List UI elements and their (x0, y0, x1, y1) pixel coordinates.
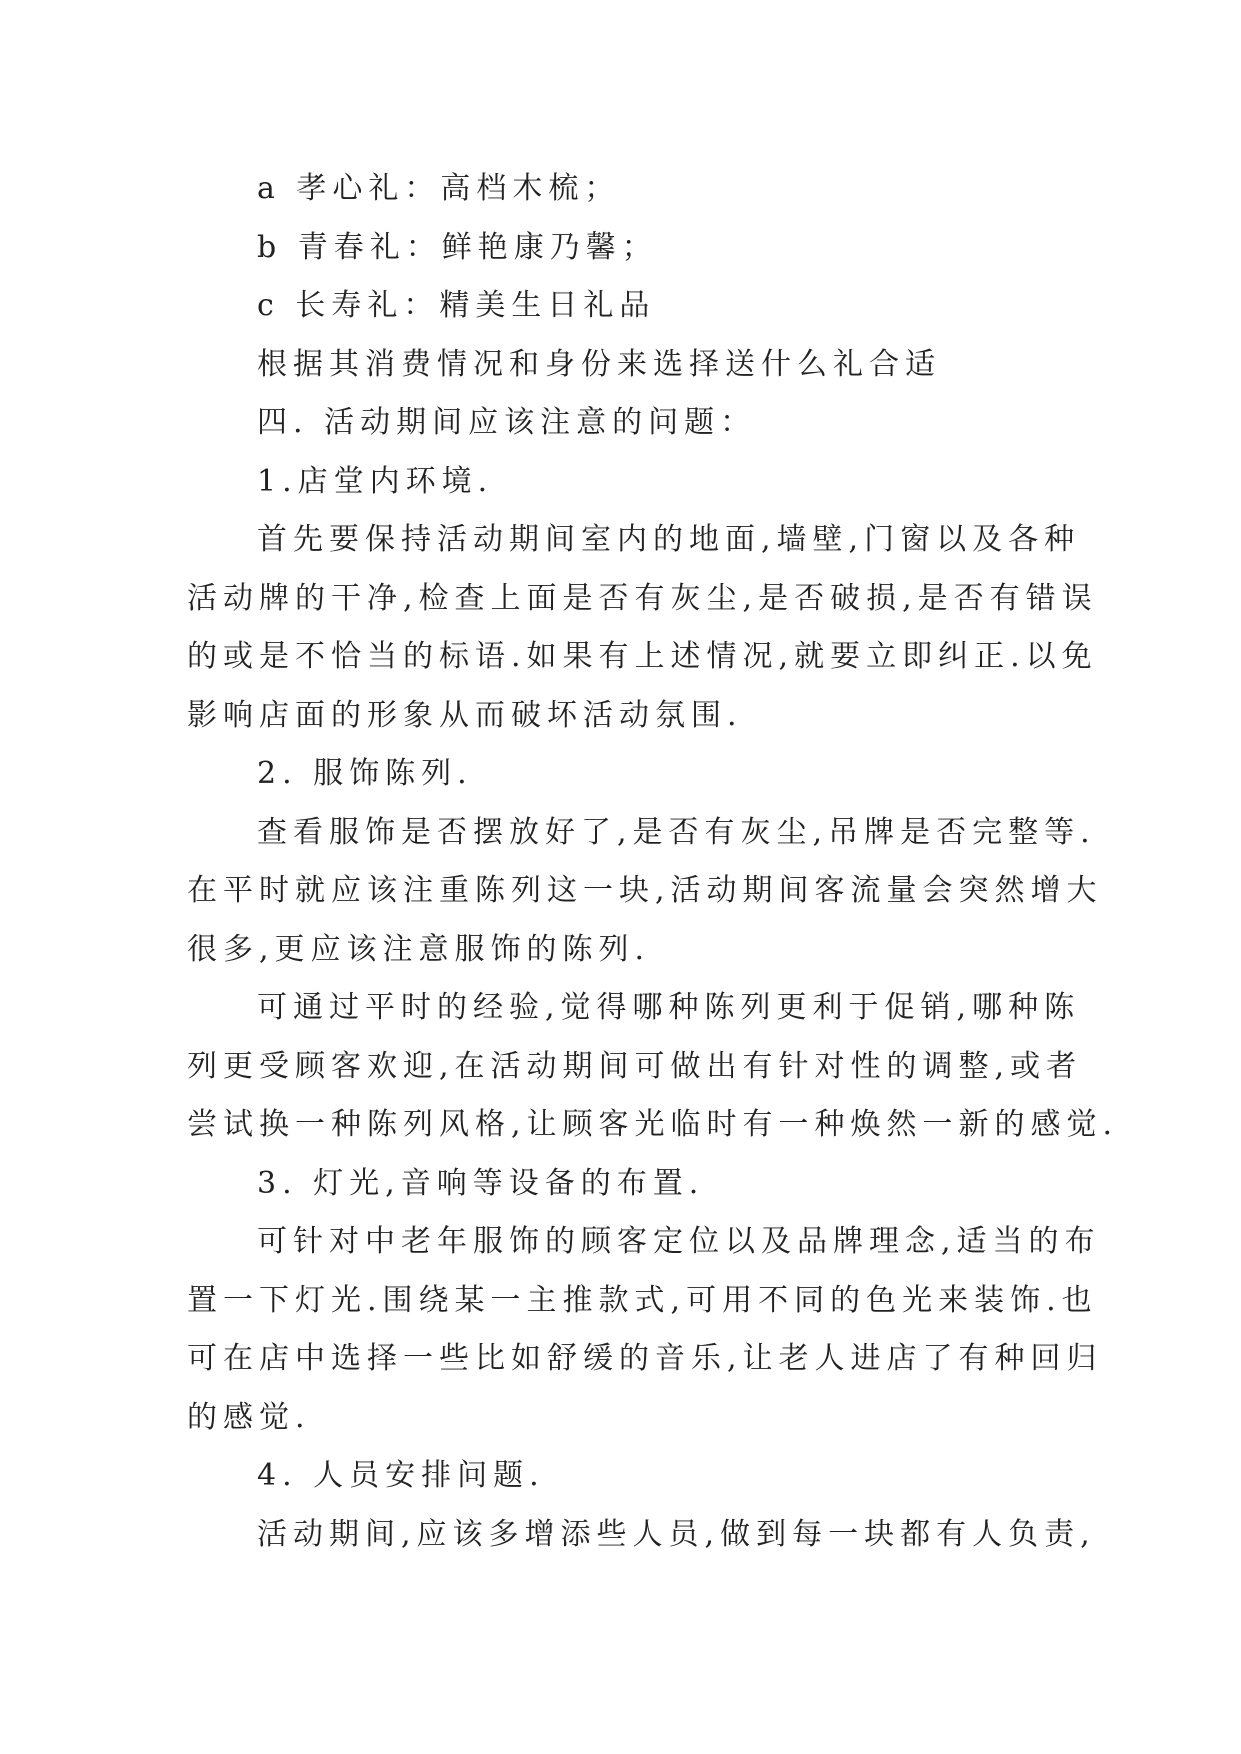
subheading-clothing-display: 2. 服饰陈列. (257, 756, 473, 791)
gift-item-b: b 青春礼：鲜艳康乃馨； (257, 229, 658, 265)
gift-item-c: c 长寿礼：精美生日礼品 (257, 288, 656, 323)
subheading-lighting-audio: 3. 灯光,音响等设备的布置. (257, 1165, 705, 1201)
paragraph-line: 活动期间,应该多增添些人员,做到每一块都有人负责, (257, 1516, 1096, 1552)
paragraph-line: 影响店面的形象从而破坏活动氛围. (187, 697, 743, 733)
paragraph-line: 可针对中老年服饰的顾客定位以及品牌理念,适当的布 (257, 1224, 1101, 1259)
paragraph-line: 可通过平时的经验,觉得哪种陈列更利于促销,哪种陈 (257, 990, 1081, 1025)
paragraph-line: 的或是不恰当的标语.如果有上述情况,就要立即纠正.以免 (187, 639, 1098, 674)
subheading-store-environment: 1.店堂内环境. (257, 463, 494, 499)
paragraph-line: 活动牌的干净,检查上面是否有灰尘,是否破损,是否有错误 (187, 580, 1098, 616)
paragraph-line: 查看服饰是否摆放好了,是否有灰尘,吊牌是否完整等. (257, 814, 1096, 850)
paragraph-line: 在平时就应该注重陈列这一块,活动期间客流量会突然增大 (187, 873, 1103, 908)
paragraph-line: 置一下灯光.围绕某一主推款式,可用不同的色光来装饰.也 (187, 1282, 1098, 1318)
section-heading-4: 四. 活动期间应该注意的问题： (257, 405, 757, 440)
gift-selection-note: 根据其消费情况和身份来选择送什么礼合适 (257, 346, 941, 382)
paragraph-line: 可在店中选择一些比如舒缓的音乐,让老人进店了有种回归 (187, 1341, 1103, 1376)
paragraph-line: 列更受顾客欢迎,在活动期间可做出有针对性的调整,或者 (187, 1048, 1083, 1084)
paragraph-line: 的感觉. (187, 1399, 311, 1435)
subheading-staffing: 4. 人员安排问题. (257, 1458, 545, 1493)
gift-item-a: a 孝心礼：高档木梳； (257, 171, 621, 206)
paragraph-line: 很多,更应该注意服饰的陈列. (187, 931, 651, 967)
paragraph-line: 尝试换一种陈列风格,让顾客光临时有一种焕然一新的感觉. (187, 1107, 1119, 1142)
document-body (187, 160, 1119, 1564)
paragraph-line: 首先要保持活动期间室内的地面,墙壁,门窗以及各种 (257, 522, 1081, 557)
